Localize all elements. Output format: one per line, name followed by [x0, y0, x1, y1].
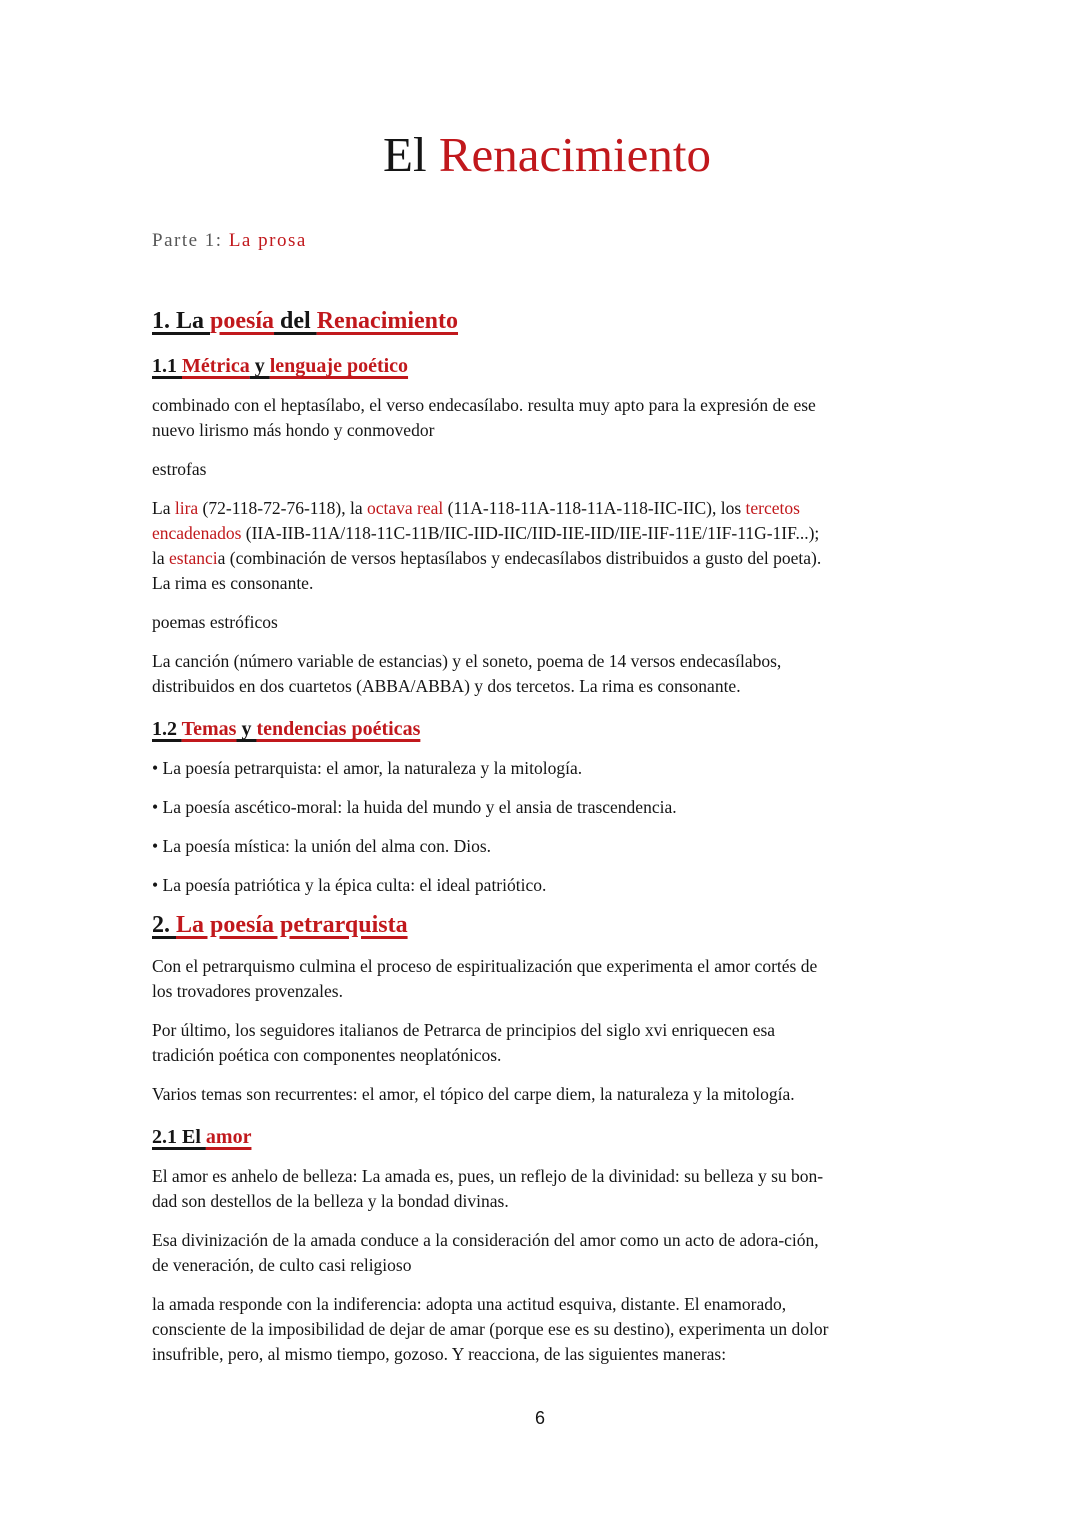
- paragraph-divinizacion: [152, 1228, 942, 1278]
- text-line: Esa divinización de la amada conduce a la consideración del amor como un acto de adora-ción,: [152, 1230, 819, 1250]
- text-run: estanci: [169, 548, 218, 568]
- text-run: Renacimiento: [316, 308, 459, 334]
- text-run: la: [152, 548, 170, 568]
- heading-1-1-metrica-y-lenguaje-poetico: [152, 353, 942, 379]
- paragraph-estrofas-label: [152, 457, 942, 482]
- text-run: a: [217, 548, 226, 568]
- text-run: tendencias poéticas: [256, 718, 421, 740]
- paragraph-metrica-intro: [152, 393, 942, 443]
- heading-1-la-poesia-del-renacimiento: [152, 306, 942, 336]
- text-line: [152, 496, 942, 521]
- text-line: la amada responde con la indiferencia: adopta una actitud esquiva, distante. El enamorado,: [152, 1294, 787, 1314]
- text-line: los trovadores provenzales.: [152, 981, 343, 1001]
- text-run: encadenados: [152, 523, 242, 543]
- paragraph-petrarquismo-culmina: [152, 954, 942, 1004]
- text-line: dad son destellos de la belleza y la bondad divinas.: [152, 1191, 509, 1211]
- text-run: (combinación de versos heptasílabos y endecasílabos distribuidos a gusto del poeta).: [225, 548, 822, 568]
- text-run: lenguaje poético: [269, 355, 409, 377]
- bullet-item-mistica: • La poesía mística: la unión del alma con. Dios.: [152, 836, 492, 856]
- text-run: tercetos: [745, 498, 800, 518]
- bullet-item-petrarquista: • La poesía petrarquista: el amor, la naturaleza y la mitología.: [152, 758, 583, 778]
- text-run: La poesía petrarquista: [176, 912, 408, 938]
- heading-2-1-el-amor: [152, 1124, 942, 1150]
- text-run: 2.1 El: [152, 1126, 206, 1148]
- text-run: y: [249, 355, 270, 377]
- text-line: [152, 546, 942, 571]
- text-run: El: [383, 127, 439, 182]
- paragraph-seguidores-italianos: [152, 1018, 942, 1068]
- text-run: lira: [174, 498, 199, 518]
- text-line: La rima es consonante.: [152, 573, 314, 593]
- text-line: Por último, los seguidores italianos de Petrarca de principios del siglo xvi enriquecen esa: [152, 1020, 776, 1040]
- text-line: insufrible, pero, al mismo tiempo, gozoso. Y reacciona, de las siguientes maneras:: [152, 1344, 727, 1364]
- page-number: 6: [534, 1408, 545, 1428]
- heading-1-2-temas-y-tendencias: [152, 716, 942, 742]
- text-run: y: [236, 718, 257, 740]
- document-title: [152, 128, 942, 182]
- bullet-item-patriotica: • La poesía patriótica y la épica culta: el ideal patriótico.: [152, 875, 547, 895]
- text-line: tradición poética con componentes neoplatónicos.: [152, 1045, 502, 1065]
- text-line: La canción (número variable de estancias) y el soneto, poema de 14 versos endecasílabos,: [152, 651, 782, 671]
- heading-2-la-poesia-petrarquista: [152, 910, 942, 940]
- text-run: 1. La: [152, 308, 211, 334]
- text-run: La: [152, 498, 175, 518]
- text-run: amor: [205, 1126, 252, 1148]
- text-run: poesía: [210, 308, 275, 334]
- paragraph-poemas-estroficos-label: [152, 610, 942, 635]
- text-run: 1.1: [152, 355, 182, 377]
- text-run: 1.2: [152, 718, 182, 740]
- text-line: nuevo lirismo más hondo y conmovedor: [152, 420, 435, 440]
- paragraph-varios-temas: Varios temas son recurrentes: el amor, el tópico del carpe diem, la naturaleza y la mitología.: [152, 1084, 795, 1104]
- text-run: (11A-118-11A-118-11A-118-IIC-IIC), los: [443, 498, 746, 518]
- text-line: combinado con el heptasílabo, el verso endecasílabo. resulta muy apto para la expresión de ese: [152, 395, 816, 415]
- text-run: (IIA-IIB-11A/118-11C-11B/IIC-IID-IIC/IID-IIE-IID/IIE-IIF-11E/1IF-11G-1IF...);: [241, 523, 820, 543]
- text-line: Con el petrarquismo culmina el proceso de espiritualización que experimenta el amor cortés de: [152, 956, 818, 976]
- text-line: consciente de la imposibilidad de dejar de amar (porque ese es su destino), experimenta un dolor: [152, 1319, 829, 1339]
- text-line: [152, 521, 942, 546]
- text-run: Métrica: [182, 355, 250, 377]
- text-run: (72-118-72-76-118), la: [198, 498, 367, 518]
- paragraph-amor-anhelo: [152, 1164, 942, 1214]
- paragraph-amada-indiferencia: [152, 1292, 942, 1367]
- text-line: El amor es anhelo de belleza: La amada es, pues, un reflejo de la divinidad: su belleza y su bon-: [152, 1166, 824, 1186]
- text-run: 2.: [152, 912, 176, 938]
- text-run: del: [274, 308, 317, 334]
- paragraph-lira-estrofas: [152, 496, 942, 596]
- text-run: Temas: [181, 718, 237, 740]
- bullet-item-ascetico-moral: • La poesía ascético-moral: la huida del mundo y el ansia de trascendencia.: [152, 797, 677, 817]
- text-run: Renacimiento: [438, 127, 711, 182]
- text-line: estrofas: [152, 459, 207, 479]
- text-run: La prosa: [228, 230, 307, 251]
- document-subtitle: [152, 228, 942, 254]
- text-line: poemas estróficos: [152, 612, 278, 632]
- paragraph-cancion-soneto: [152, 649, 942, 699]
- text-run: octava real: [366, 498, 444, 518]
- text-line: distribuidos en dos cuartetos (ABBA/ABBA) y dos tercetos. La rima es consonante.: [152, 676, 741, 696]
- text-run: Parte 1:: [152, 230, 229, 251]
- text-line: de veneración, de culto casi religioso: [152, 1255, 412, 1275]
